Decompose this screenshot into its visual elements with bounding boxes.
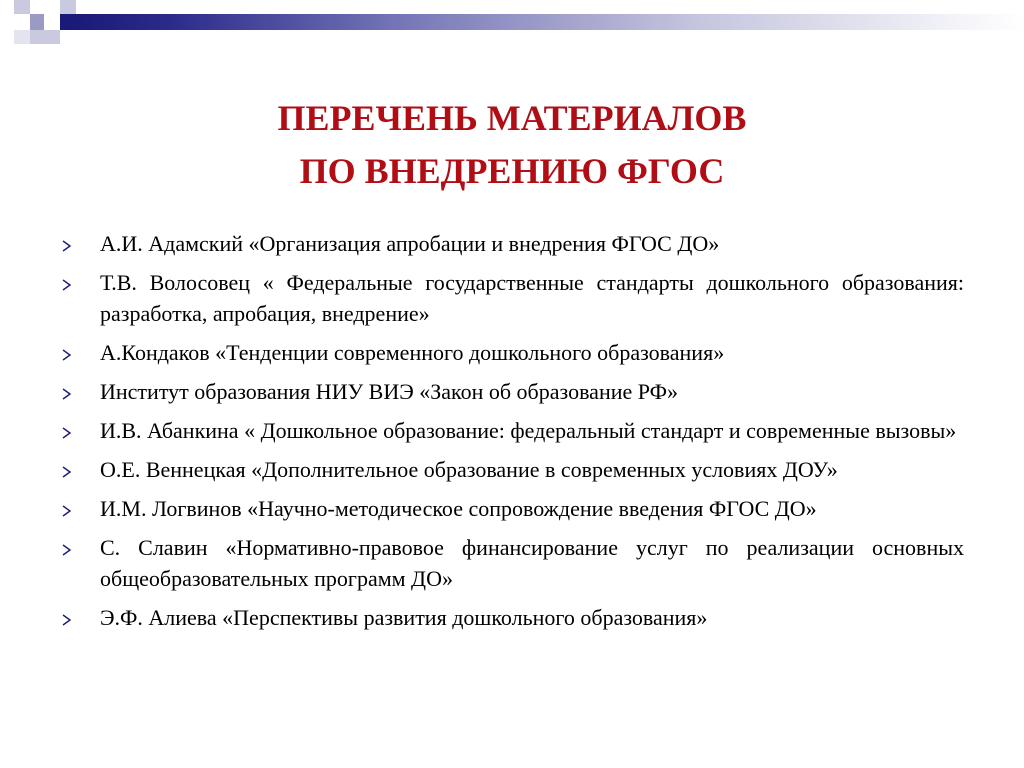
arrow-bullet-icon [62, 338, 76, 369]
slide-title [0, 92, 1024, 198]
deco-square [60, 14, 76, 30]
arrow-bullet-icon [62, 268, 76, 299]
deco-square [14, 30, 30, 44]
arrow-bullet-icon [62, 603, 76, 634]
list-item [62, 228, 964, 259]
header-decoration [0, 0, 1024, 60]
list-item [62, 602, 964, 633]
arrow-bullet-icon [62, 455, 76, 486]
slide-title-line-1: ПЕРЕЧЕНЬ МАТЕРИАЛОВ [277, 98, 747, 138]
list-item [62, 493, 964, 524]
list-item [62, 267, 964, 329]
arrow-bullet-icon [62, 377, 76, 408]
list-item-text: А.И. Адамский «Организация апробации и внедрения ФГОС ДО» [100, 231, 720, 256]
list-item-text: А.Кондаков «Тенденции современного дошкольного образования» [100, 340, 725, 365]
deco-square [30, 30, 44, 44]
list-item-text: Т.В. Волосовец « Федеральные государственные стандарты дошкольного образования: разработка, апробация, внедрение» [100, 270, 964, 326]
list-item-text: С. Славин «Нормативно-правовое финансирование услуг по реализации основных общеобразовательных программ ДО» [100, 535, 964, 591]
materials-list [62, 228, 964, 641]
list-item-text: И.В. Абанкина « Дошкольное образование: федеральный стандарт и современные вызовы» [100, 418, 957, 443]
arrow-bullet-icon [62, 229, 76, 260]
list-item [62, 337, 964, 368]
arrow-bullet-icon [62, 416, 76, 447]
list-item [62, 532, 964, 594]
list-item [62, 376, 964, 407]
list-item-text: Институт образования НИУ ВИЭ «Закон об образование РФ» [100, 379, 678, 404]
list-item-text: И.М. Логвинов «Научно-методическое сопровождение введения ФГОС ДО» [100, 496, 817, 521]
slide-title-line-2: ПО ВНЕДРЕНИЮ ФГОС [299, 151, 725, 191]
list-item [62, 415, 964, 446]
deco-square [60, 0, 76, 14]
arrow-bullet-icon [62, 494, 76, 525]
deco-square [44, 30, 60, 44]
list-item-text: О.Е. Веннецкая «Дополнительное образование в современных условиях ДОУ» [100, 457, 838, 482]
deco-square [14, 0, 30, 14]
list-item-text: Э.Ф. Алиева «Перспективы развития дошкольного образования» [100, 605, 708, 630]
arrow-bullet-icon [62, 533, 76, 564]
list-item [62, 454, 964, 485]
gradient-band [76, 14, 1024, 30]
deco-square [30, 14, 44, 30]
